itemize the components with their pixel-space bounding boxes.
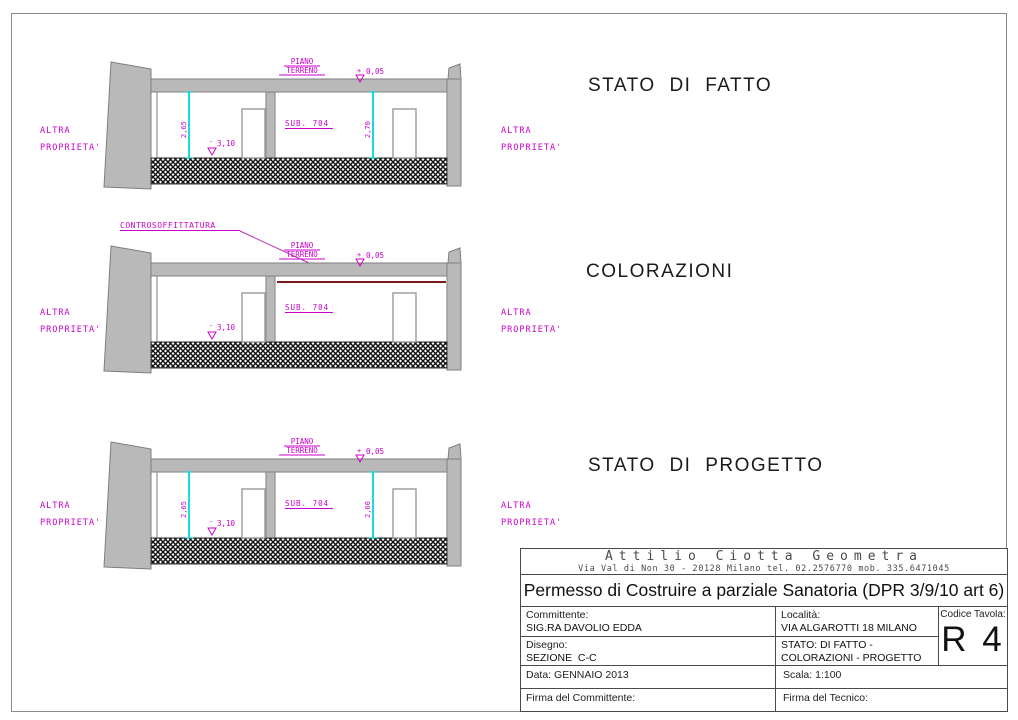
codice-tavola-cell [939,607,1007,665]
stato-cell [776,637,938,665]
svg-text:CONTROSOFFITTATURA: CONTROSOFFITTATURA [120,221,216,230]
scala-label: Scala: [783,669,813,681]
svg-text:+: + [357,251,362,259]
dim-label-right: 2,70 [364,121,372,138]
dim-label-left: 2,65 [180,501,188,518]
svg-text:+: + [357,447,362,455]
sub-704-label [285,499,333,509]
floor-hatch [151,158,447,184]
localita-label: Località: [781,609,821,621]
altra-proprieta-right-2: ALTRA PROPRIETA' [501,308,563,335]
door-left [242,293,265,342]
door-right [393,489,416,538]
altra-proprieta-right-3: ALTRA PROPRIETA' [501,501,563,528]
data-value: GENNAIO 2013 [554,669,629,681]
firma-committente-cell: Firma del Committente: [521,689,776,711]
door-right [393,109,416,158]
svg-text:-: - [209,138,214,146]
heading-stato-di-fatto: STATO DI FATTO [588,75,773,96]
svg-text:0,05: 0,05 [366,447,385,456]
disegno-cell [521,637,775,665]
svg-text:SUB. 704: SUB. 704 [285,119,330,128]
dim-label-right: 2,60 [364,501,372,518]
svg-text:TERRENO: TERRENO [286,250,318,259]
section-drawing-stato-di-progetto [103,430,473,572]
section-drawing-colorazioni [103,214,473,382]
disegno-label: Disegno: [526,639,568,651]
svg-text:3,10: 3,10 [217,519,236,528]
data-label: Data: [526,669,552,681]
studio-header [521,549,1007,575]
door-right [393,293,416,342]
svg-text:SUB. 704: SUB. 704 [285,499,330,508]
heading-colorazioni: COLORAZIONI [586,261,734,282]
door-left [242,489,265,538]
stato-value: STATO: DI FATTO - COLORAZIONI - PROGETTO [781,639,922,664]
sub-704-label [285,303,333,313]
sub-704-label [285,119,333,129]
svg-text:0,05: 0,05 [366,251,385,260]
scala-cell [776,666,1007,688]
heading-stato-di-progetto: STATO DI PROGETTO [588,455,824,476]
title-block [520,548,1008,712]
floor-hatch [151,342,447,368]
svg-text:PIANO: PIANO [290,57,314,66]
piano-terreno-label [279,241,325,259]
section-drawing-stato-di-fatto [103,52,473,192]
altra-proprieta-left-1: ALTRA PROPRIETA' [40,126,102,153]
svg-text:PIANO: PIANO [290,241,314,250]
floor-hatch [151,538,447,564]
disegno-value: SEZIONE C-C [526,652,597,664]
svg-text:SUB. 704: SUB. 704 [285,303,330,312]
firma-tecnico-cell: Firma del Tecnico: [783,692,869,704]
svg-text:-: - [209,322,214,330]
scala-value: 1:100 [815,669,842,681]
localita-cell [776,607,938,637]
door-left [242,109,265,158]
svg-text:+: + [357,67,362,75]
svg-text:-: - [209,518,214,526]
altra-proprieta-right-1: ALTRA PROPRIETA' [501,126,563,153]
committente-label: Committente: [526,609,589,621]
codice-tavola-value: R 4 [941,620,1005,659]
svg-text:TERRENO: TERRENO [286,66,318,75]
altra-proprieta-left-3: ALTRA PROPRIETA' [40,501,102,528]
studio-address: Via Val di Non 30 - 20128 Milano tel. 02.2576770 mob. 335.6471045 [578,564,950,574]
piano-terreno-label [279,57,325,75]
permit-title: Permesso di Costruire a parziale Sanatoria (DPR 3/9/10 art 6) [521,575,1007,607]
dim-label-left: 2,65 [180,121,188,138]
svg-text:3,10: 3,10 [217,139,236,148]
altra-proprieta-left-2: ALTRA PROPRIETA' [40,308,102,335]
svg-text:TERRENO: TERRENO [286,446,318,455]
svg-text:3,10: 3,10 [217,323,236,332]
localita-value: VIA ALGAROTTI 18 MILANO [781,622,917,634]
committente-cell [521,607,775,637]
codice-tavola-label: Codice Tavola: [940,609,1006,620]
committente-value: SIG.RA DAVOLIO EDDA [526,622,642,634]
svg-text:PIANO: PIANO [290,437,314,446]
piano-terreno-label [279,437,325,455]
data-cell [521,666,776,688]
studio-name: Attilio Ciotta Geometra [604,549,923,564]
svg-text:0,05: 0,05 [366,67,385,76]
